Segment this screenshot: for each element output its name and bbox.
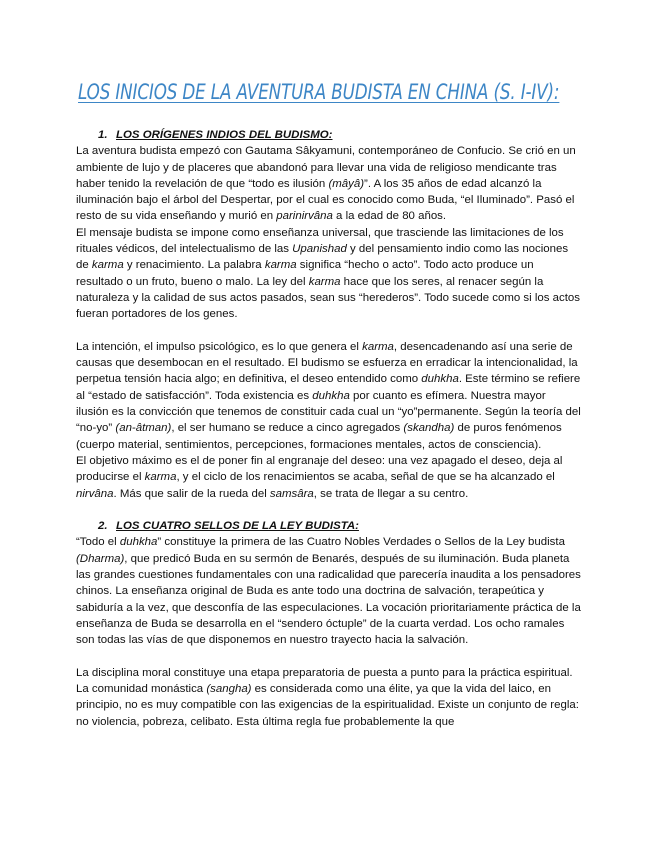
paragraph-spacer	[76, 323, 581, 339]
section-number: 2.	[98, 520, 108, 533]
document-body	[76, 127, 581, 730]
section-title: LOS ORÍGENES INDIOS DEL BUDISMO:	[116, 129, 333, 141]
section-title: LOS CUATRO SELLOS DE LA LEY BUDISTA:	[116, 520, 359, 533]
document-title: LOS INICIOS DE LA AVENTURA BUDISTA EN CHINA (S. I-IV):	[78, 80, 560, 105]
paragraph: “Todo el duhkha” constituye la primera de las Cuatro Nobles Verdades o Sellos de la Ley budista (Dharma), que predicó Buda en su sermón de Benarés, después de su iluminación. Buda planeta las grandes cuestiones fundamentales con una radicalidad que parecería inaudita a los pensadores chinos. La enseñanza original de Buda es ante todo una doctrina de salvación, terapeútica y sabiduría a la vez, que desconfía de las especulaciones. La vocación prioritariamente práctica de la enseñanza de Buda se desarrolla en el “sendero óctuple” de la cuarta verdad. Los ocho ramales son todas las vías de que disponemos en nuestro trayecto hacia la salvación.	[76, 536, 581, 647]
paragraph: El mensaje budista se impone como enseñanza universal, que trasciende las limitaciones de los rituales védicos, del intelectualismo de las Upanishad y del pensamiento indio como las nociones de karma y renacimiento. La palabra karma significa “hecho o acto”. Todo acto produce un resultado o un fruto, bueno o malo. La ley del karma hace que los seres, al renacer según la naturaleza y la calidad de sus actos pasados, sean sus “herederos”. Todo sucede como si los actos fueran portadores de los genes.	[76, 226, 580, 321]
paragraph: La aventura budista empezó con Gautama Sâkyamuni, contemporáneo de Confucio. Se crió en un ambiente de lujo y de placeres que abandonó para llevar una vida de religioso mendicante tras haber tenido la revelación de que “todo es ilusión (mâyâ)”. A los 35 años de edad alcanzó la iluminación bajo el árbol del Despertar, por el cual es conocido como Buda, “el Iluminado”. Pasó el resto de su vida enseñando y murió en parinirvâna a la edad de 80 años.	[76, 145, 576, 223]
paragraph: La intención, el impulso psicológico, es lo que genera el karma, desencadenando así una serie de causas que desembocan en el resultado. El budismo se esfuerza en erradicar la intencionalidad, la perpetua tensión hacia algo; en definitiva, el deseo entendido como duhkha. Este término se refiere al “estado de satisfacción”. Toda existencia es duhkha por cuanto es efímera. Nuestra mayor ilusión es la convicción que tenemos de constituir cada cual un “yo”permanente. Según la teoría del “no-yo” (an-âtman), el ser humano se reduce a cinco agregados (skandha) de puros fenómenos (cuerpo material, sentimientos, percepciones, formaciones mentales, actos de consciencia).	[76, 340, 581, 451]
section-heading-1	[98, 127, 581, 143]
paragraph-spacer	[76, 502, 581, 518]
section-heading-2	[98, 518, 581, 534]
paragraph: El objetivo máximo es el de poner fin al engranaje del deseo: una vez apagado el deseo, deja al producirse el karma, y el ciclo de los renacimientos se acaba, señal de que se ha alcanzado el nirvâna. Más que salir de la rueda del samsâra, se trata de llegar a su centro.	[76, 454, 563, 500]
section-number: 1.	[98, 129, 108, 141]
paragraph: La disciplina moral constituye una etapa preparatoria de puesta a punto para la práctica espiritual. La comunidad monástica (sangha) es considerada como una élite, ya que la vida del laico, en principio, no es muy compatible con las exigencias de la espiritualidad. Existe un conjunto de regla: no violencia, pobreza, celibato. Esta última regla fue probablemente la que	[76, 666, 579, 728]
paragraph-spacer	[76, 649, 581, 665]
